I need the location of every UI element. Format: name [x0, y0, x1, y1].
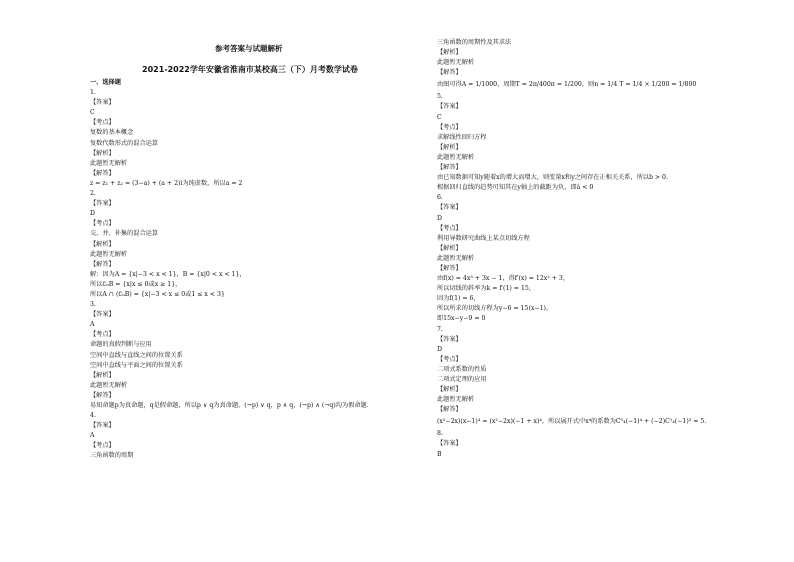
- right-column-line: 【考点】: [437, 224, 462, 232]
- right-column-line: B: [437, 450, 442, 458]
- right-column-line: 【解析】: [437, 386, 462, 394]
- left-column: [90, 78, 420, 462]
- left-column-line: 解：因为A = {x|−3 < x < 1}，B = {x|0 < x < 1}，: [90, 270, 246, 278]
- left-column-line: 【解答】: [90, 169, 115, 177]
- right-column-line: 此题暂无解析: [437, 59, 475, 67]
- right-column-line: 二项式定理的应用: [437, 376, 487, 383]
- page-title: 参考答案与试题解析: [215, 44, 283, 53]
- left-column-line: 所以A ∩ (∁ᵤB) = {x|−3 < x ≤ 0或1 ≤ x < 3}: [90, 290, 225, 298]
- right-column-line: 由图可得A = 1/1000，周期T = 2π/400π = 1/200，则n = 1/4 T = 1/4 × 1/200 = 1/800: [437, 81, 697, 89]
- left-column-line: 1.: [90, 89, 96, 97]
- right-column-line: 7.: [437, 325, 443, 333]
- right-column-line: (x²−2x)(x−1)⁴ = (x²−2x)(−1 + x)⁴，所以展开式中x⁴的系数为C⁰₄(−1)⁴ + (−2)C¹₄(−1)³ = 5.: [437, 418, 707, 426]
- right-column-line: 利用导数研究曲线上某点切线方程: [437, 234, 530, 242]
- left-column-line: 空间中直线与直线之间的位置关系: [90, 351, 183, 359]
- right-column-line: D: [437, 214, 442, 222]
- right-column-line: 【解答】: [437, 164, 462, 172]
- right-column-line: 二项式系数的性质: [437, 365, 487, 373]
- right-column-line: 8.: [437, 430, 443, 438]
- right-column-line: 【考点】: [437, 123, 462, 131]
- right-column-line: 由已知数据可知y随着x的增大而增大，则变量x和y之间存在正相关关系，所以b > 0.: [437, 174, 668, 182]
- left-column-line: 3.: [90, 301, 96, 309]
- left-column-line: 【解析】: [90, 240, 115, 248]
- left-column-line: 【考点】: [90, 220, 115, 228]
- left-column-line: 三角函数的周期: [90, 452, 134, 460]
- left-column-line: 此题暂无解析: [90, 159, 128, 167]
- left-column-line: 此题暂无解析: [90, 250, 128, 258]
- left-column-line: A: [90, 432, 95, 440]
- right-column-line: 【答案】: [437, 440, 462, 448]
- right-column-line: 因为f(1) = 6，: [437, 295, 480, 303]
- left-column-line: 【答案】: [90, 422, 115, 430]
- left-column-line: 4.: [90, 412, 96, 420]
- left-column-line: 2.: [90, 190, 96, 198]
- right-column-line: 由f(x) = 4x³ + 3x − 1，得f′(x) = 12x² + 3，: [437, 275, 570, 283]
- left-column-line: C: [90, 109, 95, 117]
- right-column-line: C: [437, 113, 442, 121]
- right-column-line: 所以切线的斜率为k = f′(1) = 15，: [437, 285, 536, 293]
- right-column-line: 即15x−y−9 = 0: [437, 315, 486, 323]
- left-column-line: 此题暂无解析: [90, 381, 128, 389]
- right-column-line: 求解线性回归方程: [437, 133, 487, 141]
- right-column-line: D: [437, 345, 442, 353]
- right-column-line: 5.: [437, 93, 443, 101]
- left-column-line: 命题的真假判断与应用: [90, 341, 152, 349]
- right-column-line: 此题暂无解析: [437, 153, 475, 161]
- left-column-line: D: [90, 210, 95, 218]
- left-column-line: 空间中直线与平面之间的位置关系: [90, 361, 183, 369]
- left-column-line: 【解析】: [90, 149, 115, 157]
- right-column-line: 【解析】: [437, 49, 462, 57]
- right-column-line: 【解答】: [437, 406, 462, 414]
- exam-title: 2021-2022学年安徽省淮南市某校高三（下）月考数学试卷: [142, 65, 358, 74]
- left-column-line: 【答案】: [90, 99, 115, 107]
- left-column-line: 【考点】: [90, 331, 115, 339]
- right-column-line: 三角函数的周期性及其求法: [437, 39, 512, 46]
- right-column-line: 所以所求的切线方程为y−6 = 15(x−1)，: [437, 305, 553, 313]
- left-column-line: 【答案】: [90, 200, 115, 208]
- right-column-line: 【解答】: [437, 264, 462, 272]
- left-column-line: A: [90, 321, 95, 329]
- left-column-line: 【考点】: [90, 442, 115, 450]
- right-column-line: 此题暂无解析: [437, 396, 475, 404]
- left-column-line: 复数代数形式的混合运算: [90, 139, 159, 147]
- right-column: [437, 38, 767, 460]
- right-column-line: 【解析】: [437, 143, 462, 151]
- left-column-line: 交、并、补集的混合运算: [90, 230, 159, 238]
- left-column-line: 【答案】: [90, 311, 115, 319]
- left-column-line: 【考点】: [90, 119, 115, 127]
- right-column-line: 【答案】: [437, 335, 462, 343]
- right-column-line: 6.: [437, 194, 443, 202]
- right-column-line: 根据回归直线的趋势可知其在y轴上的截距为负，即â < 0: [437, 184, 594, 192]
- left-column-line: 一、选择题: [90, 79, 121, 86]
- left-column-line: 【解析】: [90, 371, 115, 379]
- right-column-line: 【解析】: [437, 244, 462, 252]
- left-column-line: 复数的基本概念: [90, 129, 134, 137]
- left-column-line: 【解答】: [90, 391, 115, 399]
- right-column-line: 【答案】: [437, 204, 462, 212]
- left-column-line: 【解答】: [90, 260, 115, 268]
- right-column-line: 【解答】: [437, 69, 462, 77]
- left-column-line: 易知命题p为真命题，q是假命题，所以p ∨ q为真命题，(¬p) ∨ q，p ∧ q，(¬p) ∧ (¬q)均为假命题.: [90, 402, 369, 409]
- right-column-line: 【答案】: [437, 103, 462, 111]
- right-column-line: 此题暂无解析: [437, 254, 475, 262]
- right-column-line: 【考点】: [437, 355, 462, 363]
- left-column-line: z = z₁ + z₂ = (3−a) + (a + 2)i为纯虚数，所以a = 2: [90, 179, 243, 187]
- left-column-line: 所以∁ᵤB = {x|x ≤ 0或x ≥ 1}，: [90, 280, 182, 288]
